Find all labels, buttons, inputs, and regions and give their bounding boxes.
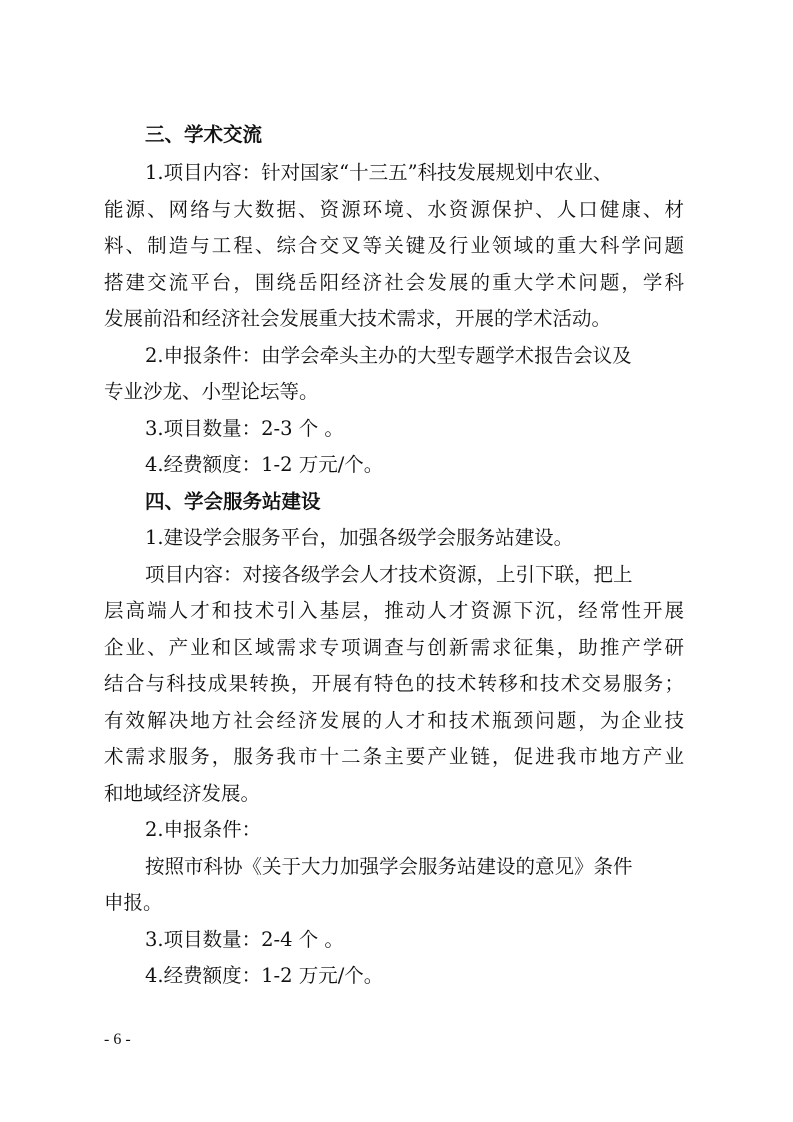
- section-heading-service-station: 四、学会服务站建设: [145, 490, 321, 513]
- paragraph-line: 3.项目数量：2-4 个 。: [145, 928, 344, 951]
- paragraph-line: 申报。: [104, 891, 163, 914]
- paragraph-line: 4.经费额度：1-2 万元/个。: [145, 453, 384, 476]
- paragraph-line: 料、制造与工程、综合交叉等关键及行业领域的重大科学问题: [104, 234, 684, 257]
- paragraph-line: 1.项目内容：针对国家“十三五”科技发展规划中农业、: [145, 161, 613, 184]
- paragraph-line: 1.建设学会服务平台，加强各级学会服务站建设。: [145, 526, 574, 549]
- paragraph-line: 能源、网络与大数据、资源环境、水资源保护、人口健康、材: [104, 198, 684, 221]
- paragraph-line: 发展前沿和经济社会发展重大技术需求，开展的学术活动。: [104, 307, 612, 330]
- paragraph-line: 按照市科协《关于大力加强学会服务站建设的意见》条件: [145, 855, 633, 878]
- paragraph-line: 结合与科技成果转换，开展有特色的技术转移和技术交易服务；: [104, 672, 684, 695]
- paragraph-line: 和地域经济发展。: [104, 782, 261, 805]
- paragraph-line: 术需求服务，服务我市十二条主要产业链，促进我市地方产业: [104, 745, 684, 768]
- paragraph-line: 4.经费额度：1-2 万元/个。: [145, 964, 384, 987]
- paragraph-line: 专业沙龙、小型论坛等。: [104, 380, 319, 403]
- section-heading-academic-exchange: 三、学术交流: [145, 123, 263, 146]
- paragraph-line: 3.项目数量：2-3 个 。: [145, 417, 344, 440]
- page-number: - 6 -: [104, 1031, 131, 1048]
- paragraph-line: 2.申报条件：由学会牵头主办的大型专题学术报告会议及: [145, 344, 632, 367]
- paragraph-line: 项目内容：对接各级学会人才技术资源，上引下联，把上: [145, 563, 633, 586]
- paragraph-line: 企业、产业和区域需求专项调查与创新需求征集，助推产学研: [104, 636, 684, 659]
- paragraph-line: 2.申报条件：: [145, 818, 262, 841]
- paragraph-line: 搭建交流平台，围绕岳阳经济社会发展的重大学术问题，学科: [104, 271, 684, 294]
- paragraph-line: 层高端人才和技术引入基层，推动人才资源下沉，经常性开展: [104, 599, 684, 622]
- paragraph-line: 有效解决地方社会经济发展的人才和技术瓶颈问题，为企业技: [104, 709, 684, 732]
